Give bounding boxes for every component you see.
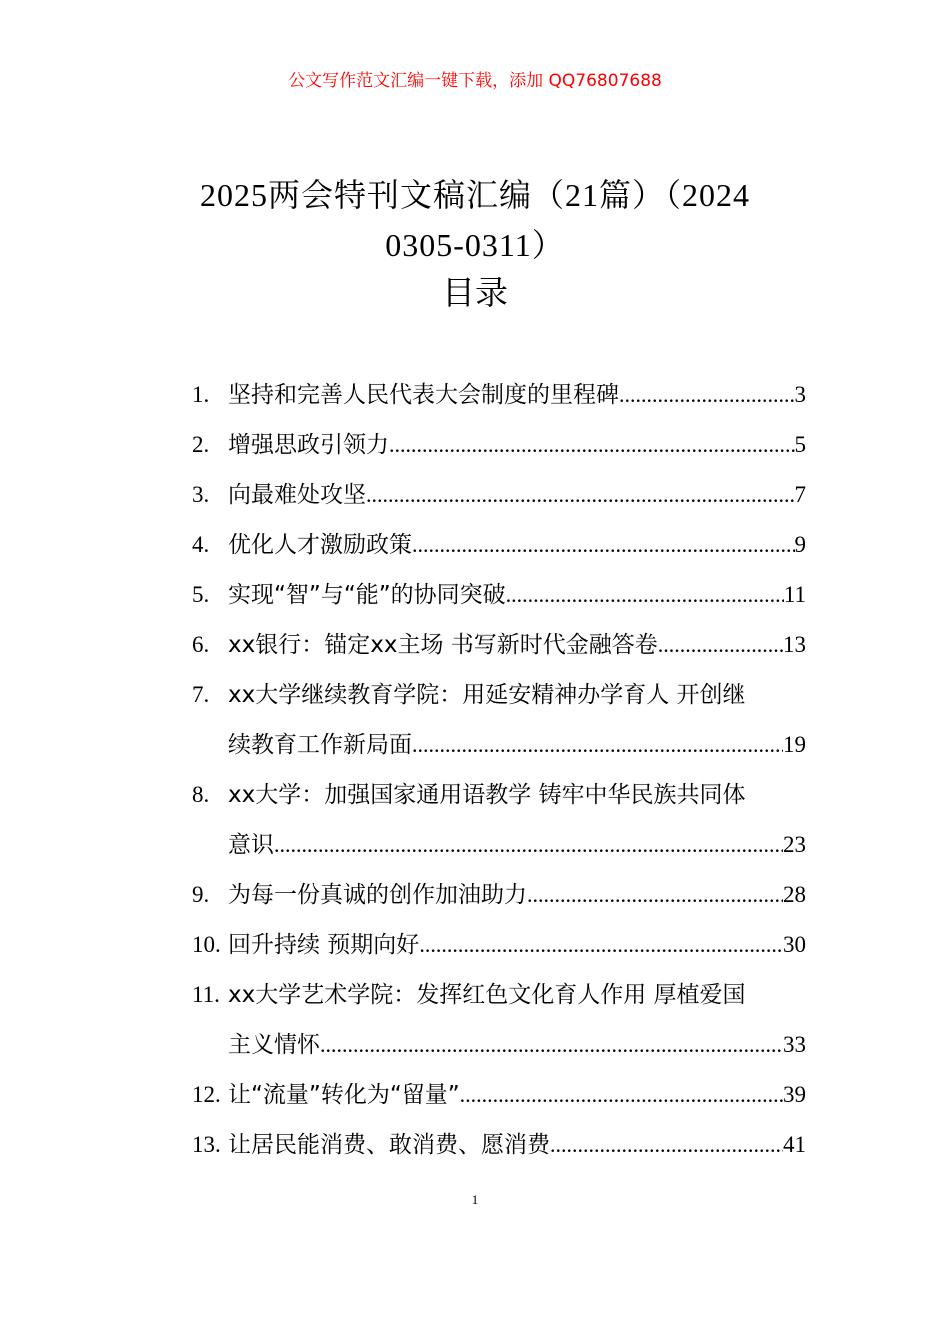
toc-entry-line: [228, 620, 806, 670]
toc-entry-title-first-line: xx大学继续教育学院：用延安精神办学育人 开创继: [228, 682, 746, 708]
document-title: [140, 170, 810, 270]
toc-entry[interactable]: [192, 670, 806, 770]
toc-dot-leader: [320, 1020, 783, 1070]
toc-entry-page: 23: [783, 832, 806, 857]
toc-dot-leader: [460, 1070, 783, 1120]
toc-entry-line: [228, 920, 806, 970]
toc-entry-number: 4.: [192, 532, 210, 557]
toc-entry-line: [228, 370, 806, 420]
toc-entry-title-first-line: xx大学艺术学院：发挥红色文化育人作用 厚植爱国: [228, 982, 746, 1008]
toc-entry-page: 19: [783, 732, 806, 757]
toc-heading: 目录: [442, 273, 508, 312]
toc-dot-leader: [412, 520, 795, 570]
toc-entry-page: 30: [783, 932, 806, 957]
toc-entry[interactable]: [192, 1070, 806, 1120]
toc-entry[interactable]: [192, 1120, 806, 1170]
table-of-contents: [192, 370, 806, 1170]
toc-entry-number: 3.: [192, 482, 210, 507]
toc-entry[interactable]: [192, 620, 806, 670]
toc-entry-title: 续教育工作新局面: [228, 732, 412, 758]
toc-entry-page: 11: [783, 582, 806, 607]
toc-entry-number: 7.: [192, 682, 210, 707]
toc-entry-line: [228, 820, 806, 870]
toc-entry[interactable]: [192, 520, 806, 570]
toc-entry[interactable]: [192, 570, 806, 620]
toc-entry-line: [228, 470, 806, 520]
toc-dot-leader: [527, 870, 783, 920]
document-title-line-2: 0305-0311）: [385, 227, 565, 263]
toc-entry-number: 12.: [192, 1082, 221, 1107]
toc-entry-title: 实现“智”与“能”的协同突破: [228, 582, 506, 608]
toc-entry-line: [228, 1120, 806, 1170]
toc-entry-line: [228, 1070, 806, 1120]
download-notice: 公文写作范文汇编一键下载，添加 QQ76807688: [288, 71, 662, 91]
toc-entry-title: 主义情怀: [228, 1032, 320, 1058]
toc-entry-line: [228, 420, 806, 470]
toc-entry-page: 39: [783, 1082, 806, 1107]
toc-entry[interactable]: [192, 870, 806, 920]
toc-dot-leader: [658, 620, 783, 670]
toc-entry-line: [228, 870, 806, 920]
toc-entry-line: [228, 720, 806, 770]
toc-entry-number: 13.: [192, 1132, 221, 1157]
toc-entry-number: 9.: [192, 882, 210, 907]
toc-entry-number: 5.: [192, 582, 210, 607]
toc-entry[interactable]: [192, 920, 806, 970]
document-title-line-1: 2025两会特刊文稿汇编（21篇）（2024: [199, 177, 750, 213]
toc-entry-number: 10.: [192, 932, 221, 957]
toc-entry-title: 让“流量”转化为“留量”: [228, 1082, 460, 1108]
toc-entry-line: [228, 520, 806, 570]
toc-entry-title: 意识: [228, 832, 274, 858]
toc-dot-leader: [389, 420, 795, 470]
toc-entry-number: 11.: [192, 982, 220, 1007]
toc-entry-title: 增强思政引领力: [228, 432, 389, 458]
toc-entry-title: 为每一份真诚的创作加油助力: [228, 882, 527, 908]
toc-entry-line: [228, 570, 806, 620]
toc-entry-title: xx银行：锚定xx主场 书写新时代金融答卷: [228, 632, 658, 658]
toc-entry[interactable]: [192, 370, 806, 420]
toc-entry-title-first-line: xx大学：加强国家通用语教学 铸牢中华民族共同体: [228, 782, 746, 808]
toc-entry-number: 1.: [192, 382, 210, 407]
toc-entry-page: 9: [794, 532, 806, 557]
toc-entry-page: 3: [794, 382, 806, 407]
toc-entry-page: 7: [794, 482, 806, 507]
toc-dot-leader: [412, 720, 783, 770]
toc-entry-line: [228, 1020, 806, 1070]
toc-entry-page: 28: [783, 882, 806, 907]
toc-entry[interactable]: [192, 770, 806, 870]
toc-entry-page: 13: [783, 632, 806, 657]
toc-entry[interactable]: [192, 470, 806, 520]
toc-entry-title: 坚持和完善人民代表大会制度的里程碑: [228, 382, 619, 408]
toc-entry-title: 向最难处攻坚: [228, 482, 366, 508]
toc-entry[interactable]: [192, 420, 806, 470]
toc-dot-leader: [506, 570, 784, 620]
toc-entry-page: 33: [783, 1032, 806, 1057]
toc-dot-leader: [419, 920, 783, 970]
toc-dot-leader: [550, 1120, 783, 1170]
toc-entry-number: 2.: [192, 432, 210, 457]
toc-dot-leader: [619, 370, 795, 420]
toc-entry-number: 6.: [192, 632, 210, 657]
page-number: 1: [471, 1192, 479, 1207]
toc-entry-page: 5: [794, 432, 806, 457]
toc-entry-number: 8.: [192, 782, 210, 807]
toc-entry[interactable]: [192, 970, 806, 1070]
toc-entry-title: 回升持续 预期向好: [228, 932, 420, 958]
toc-entry-page: 41: [783, 1132, 806, 1157]
toc-dot-leader: [366, 470, 795, 520]
toc-dot-leader: [274, 820, 783, 870]
toc-entry-title: 优化人才激励政策: [228, 532, 412, 558]
toc-entry-title: 让居民能消费、敢消费、愿消费: [228, 1132, 550, 1158]
